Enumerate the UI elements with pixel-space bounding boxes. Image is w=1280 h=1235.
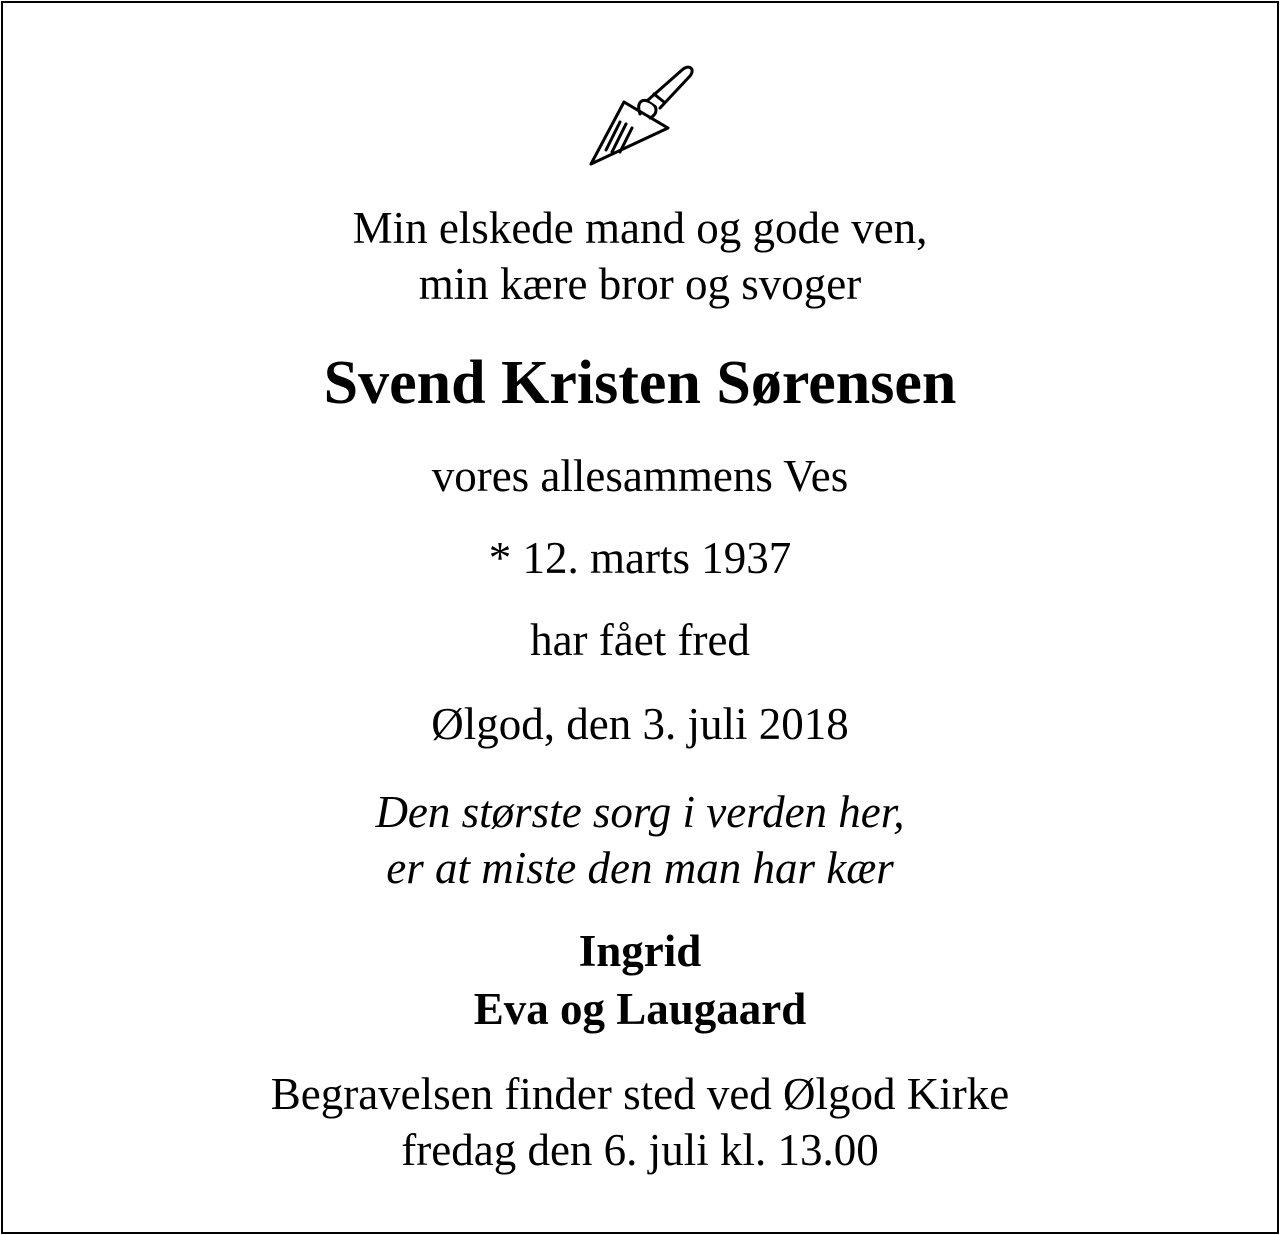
family-line-1: Ingrid [578, 926, 702, 976]
passed-away-text: har fået fred [530, 615, 750, 665]
nickname-text: vores allesammens Ves [431, 451, 849, 501]
funeral-line-1: Begravelsen finder sted ved Ølgod Kirke [270, 1069, 1010, 1119]
intro-line-1: Min elskede mand og gode ven, [352, 203, 928, 253]
memorial-verse [0, 784, 1280, 896]
trowel-icon [584, 62, 698, 170]
funeral-line-2: fredag den 6. juli kl. 13.00 [401, 1125, 879, 1175]
family-line-2: Eva og Laugaard [473, 984, 807, 1034]
birth-date: * 12. marts 1937 [488, 533, 792, 583]
place-and-date: Ølgod, den 3. juli 2018 [431, 699, 849, 749]
deceased-name: Svend Kristen Sørensen [323, 349, 957, 417]
family-signature [0, 922, 1280, 1038]
verse-line-2: er at miste den man har kær [386, 843, 894, 893]
intro-line-2: min kære bror og svoger [418, 259, 862, 309]
verse-line-1: Den største sorg i verden her, [375, 787, 905, 837]
funeral-info [0, 1066, 1280, 1178]
intro-text [0, 200, 1280, 312]
